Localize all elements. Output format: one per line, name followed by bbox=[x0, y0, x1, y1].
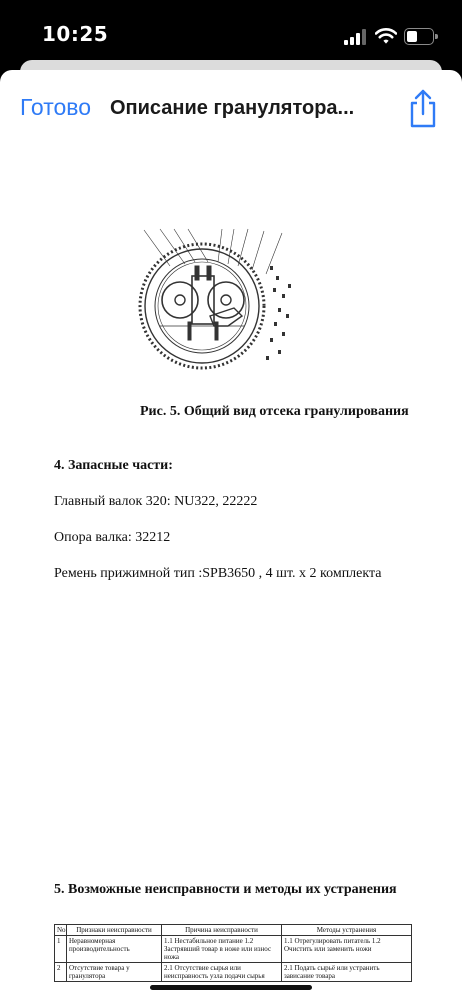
table-cell: 1.1 Отрегулировать питатель 1.2 Очистить или заменить ножи bbox=[282, 936, 412, 963]
battery-icon bbox=[404, 28, 438, 45]
granulator-diagram bbox=[130, 226, 300, 376]
spare-part-line: Ремень прижимной тип :SPB3650 , 4 шт. х 2 комплекта bbox=[54, 566, 382, 581]
status-time: 10:25 bbox=[42, 22, 109, 46]
document-title: Описание гранулятора... bbox=[110, 97, 355, 119]
nav-bar bbox=[0, 70, 462, 150]
table-cell: Отсутствие товара у гранулятора bbox=[67, 963, 162, 982]
done-button[interactable]: Готово bbox=[20, 94, 92, 120]
figure-caption: Рис. 5. Общий вид отсека гранулирования bbox=[140, 404, 409, 419]
table-header-cell: Методы устранения bbox=[282, 925, 412, 936]
table-cell: 1.1 Нестабильное питание 1.2 Застрявший товар в ноже или износ ножа bbox=[162, 936, 282, 963]
table-row bbox=[55, 963, 412, 982]
home-indicator[interactable] bbox=[150, 985, 312, 990]
faults-table bbox=[54, 924, 412, 982]
spare-part-line: Главный валок 320: NU322, 22222 bbox=[54, 494, 258, 509]
share-icon bbox=[405, 88, 441, 128]
table-header-cell: Признаки неисправности bbox=[67, 925, 162, 936]
document-page[interactable] bbox=[0, 150, 462, 1000]
table-cell: 2.1 Подать сырьё или устранить зависание товара bbox=[282, 963, 412, 982]
section-4-heading: 4. Запасные части: bbox=[54, 458, 173, 473]
table-cell: 1 bbox=[55, 936, 67, 963]
spare-part-line: Опора валка: 32212 bbox=[54, 530, 171, 545]
wifi-icon bbox=[375, 27, 397, 45]
document-viewer-sheet bbox=[0, 70, 462, 1000]
cellular-signal-icon bbox=[344, 29, 370, 45]
section-5-heading: 5. Возможные неисправности и методы их устранения bbox=[54, 882, 397, 897]
table-cell: 2 bbox=[55, 963, 67, 982]
table-header-row bbox=[55, 925, 412, 936]
table-header-cell: Причина неисправности bbox=[162, 925, 282, 936]
share-button[interactable] bbox=[405, 88, 441, 128]
table-row bbox=[55, 936, 412, 963]
table-header-cell: No bbox=[55, 925, 67, 936]
table-cell: 2.1 Отсутствие сырья или неисправность узла подачи сырья bbox=[162, 963, 282, 982]
table-cell: Неравномерная производительность bbox=[67, 936, 162, 963]
status-bar bbox=[0, 0, 462, 66]
